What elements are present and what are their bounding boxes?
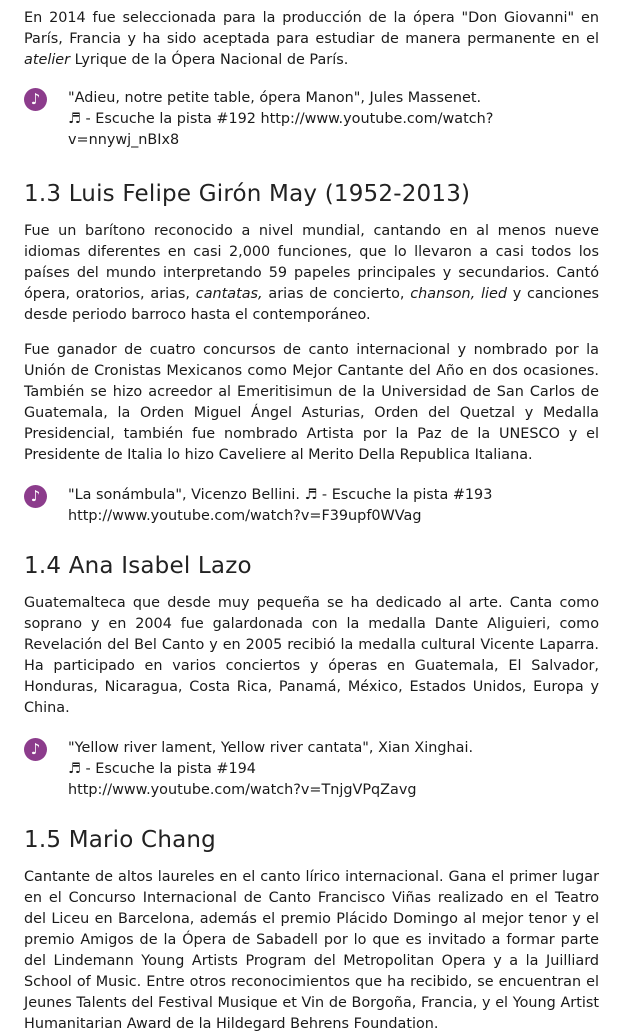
italic-chanson-lied: chanson, lied <box>410 286 507 302</box>
paragraph-text: Fue un barítono reconocido a nivel mundial, cantando en al menos nueve idiomas diferentes en casi 2,000 funciones, que lo llevaron a casi todos los países del mundo interpretando 59 papeles principales y secundarios. Cantó ópera, oratorios, arias, <box>24 223 599 302</box>
music-note-icon: ♪ <box>24 738 47 761</box>
music-title: "La sonámbula", Vicenzo Bellini. ♬ - Escuche la pista #193 <box>68 487 493 503</box>
music-title: "Adieu, notre petite table, ópera Manon", Jules Massenet. <box>68 90 482 106</box>
section-heading-1-5: 1.5 Mario Chang <box>24 827 216 853</box>
music-track-link[interactable]: http://www.youtube.com/watch?v=F39upf0WVag <box>68 508 422 524</box>
music-reference-193 <box>24 485 599 527</box>
music-reference-192 <box>24 88 599 151</box>
intro-paragraph <box>24 8 599 71</box>
section-1-3-paragraph-2: Fue ganador de cuatro concursos de canto internacional y nombrado por la Unión de Cronistas Mexicanos como Mejor Cantante del Año en dos ocasiones. También se hizo acreedor al Emeritisimun de la Universidad de San Carlos de Guatemala, la Orden Miguel Ángel Asturias, Orden del Quetzal y Medalla Presidencial, también fue nombrado Artista por la Paz de la UNESCO y el Presidente de Italia lo hizo Caveliere al Merito Della Republica Italiana. <box>24 342 599 463</box>
music-track-link[interactable]: ♬ - Escuche la pista #192 http://www.youtube.com/watch?v=nnywj_nBIx8 <box>68 111 494 148</box>
music-title: "Yellow river lament, Yellow river cantata", Xian Xinghai. <box>68 740 474 756</box>
section-1-5-paragraph-1: Cantante de altos laureles en el canto lírico internacional. Gana el primer lugar en el Concurso Internacional de Canto Francisco Viñas realizado en el Teatro del Liceu en Barcelona, además el premio Plácido Domingo al mejor tenor y el premio Amigos de la Ópera de Sabadell por lo que es invitado a formar parte del Lindemann Young Artists Program del Metropolitan Opera y a la Juilliard School of Music. Entre otros reconocimientos que ha recibido, se encuentran el Jeunes Talents del Festival Musique et Vin de Borgoña, Francia, y el Young Artist Humanitarian Award de la Hildegard Behrens Foundation. <box>24 869 599 1032</box>
section-1-3-paragraph-1 <box>24 221 599 326</box>
intro-text-end: Lyrique de la Ópera Nacional de París. <box>74 52 349 68</box>
section-1-4-paragraph-1: Guatemalteca que desde muy pequeña se ha dedicado al arte. Canta como soprano y en 2004 fue galardonada con la medalla Dante Aliguieri, como Revelación del Bel Canto y en 2005 recibió la medalla cultural Vicente Laparra. Ha participado en varios conciertos y óperas en Guatemala, El Salvador, Honduras, Nicaragua, Costa Rica, Panamá, México, Estados Unidos, Europa y China. <box>24 595 599 716</box>
section-heading-1-3: 1.3 Luis Felipe Girón May (1952-2013) <box>24 181 471 207</box>
music-track-label: ♬ - Escuche la pista #194 <box>68 761 256 777</box>
intro-italic-atelier: atelier <box>24 52 71 68</box>
paragraph-text: arias de concierto, <box>268 286 405 302</box>
music-track-link[interactable]: http://www.youtube.com/watch?v=TnjgVPqZavg <box>68 782 417 798</box>
italic-cantatas: cantatas, <box>195 286 263 302</box>
music-note-icon: ♪ <box>24 88 47 111</box>
paragraph-text: y canciones desde periodo barroco hasta el contemporáneo. <box>24 286 600 323</box>
music-note-icon: ♪ <box>24 485 47 508</box>
intro-text: En 2014 fue seleccionada para la producción de la ópera "Don Giovanni" en París, Francia y ha sido aceptada para estudiar de manera permanente en el <box>24 10 599 47</box>
music-reference-194 <box>24 738 599 801</box>
section-heading-1-4: 1.4 Ana Isabel Lazo <box>24 553 252 579</box>
